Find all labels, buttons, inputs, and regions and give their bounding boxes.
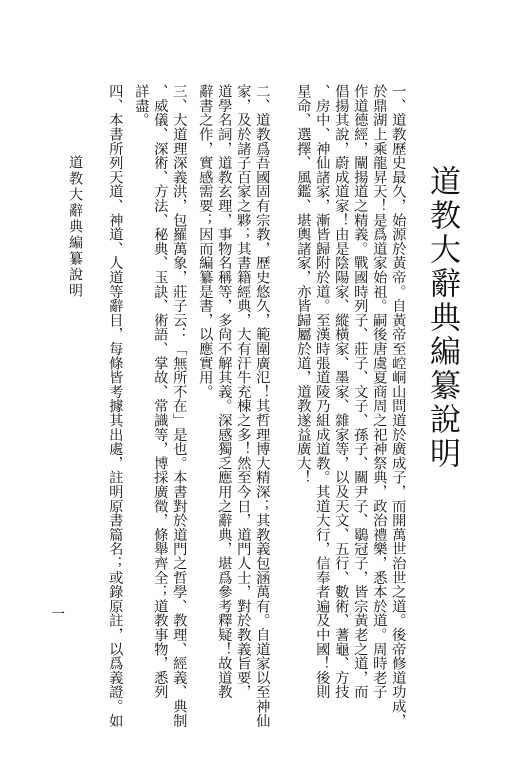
- text-column: 二、道教爲吾國固有宗教，歷史悠久，範圍廣氾！其哲理博大精深；其教義包涵萬有。自道家以至神仙: [254, 84, 271, 728]
- text-column: 辭書之作，實感需要；因而編纂是書，以應實用。: [197, 84, 214, 399]
- text-column: 倡揚其說，蔚成道家！由是陰陽家、縱橫家、墨家、雜家等，以及天文、五行、數術、蓍龜、方技: [333, 84, 350, 699]
- text-column: 、威儀、深術、方法、秘典、玉訣、術語、掌故、常識等，博採廣徵，條舉齊全；道教事物，悉列: [152, 84, 169, 699]
- text-column: 三、大道理深義洪，包羅萬象，莊子云：「無所不在」是也。本書對於道門之哲學、教理、經義、典制: [171, 84, 188, 728]
- text-column: 家，及於諸子百家之夥；其書籍經典，大有汗牛充棟之多！然至今日，道門人士，對於教義旨要，: [235, 84, 252, 699]
- text-column: 詳盡。: [133, 84, 150, 127]
- page-number: 一: [51, 607, 65, 623]
- text-column: 於鼎湖上乘龍昇天！是爲道家始祖。嗣後唐虞夏商周之祀神祭典，政治禮樂，悉本於道。周時老子: [371, 84, 388, 699]
- page-title: 道教大辭典編纂說明: [424, 165, 460, 471]
- text-column: 道學名詞，道教玄理，事物名稱等，多尙不解其義。深感獨乏應用之辭典，堪爲參考釋疑！故道教: [216, 84, 233, 699]
- text-column: 星命、選擇、風鑑、堪輿諸家，亦皆歸屬於道，道教遂益廣大！: [295, 84, 312, 485]
- text-column: 四、本書所列天道、神道、人道等辭目，每條皆考據其出處，註明原書篇名；或錄原註，以爲義證。如: [107, 84, 124, 728]
- text-column: 作道德經，闡揚道之精義。戰國時列子、莊子、文子、孫子、關尹子、鶡冠子，皆宗黃老之道，而: [352, 84, 369, 699]
- running-title: 道教大辭典編纂說明: [67, 155, 83, 299]
- text-column: 一、道教歷史最久，始源於黃帝。自黃帝至崆峒山問道於廣成子，而開萬世治世之道。後帝修道功成，: [390, 84, 407, 728]
- text-column: 、房中、神仙諸家，漸皆歸附於道。至漢時張道陵乃組成道教。其道大行，信奉者遍及中國！後則: [314, 84, 331, 699]
